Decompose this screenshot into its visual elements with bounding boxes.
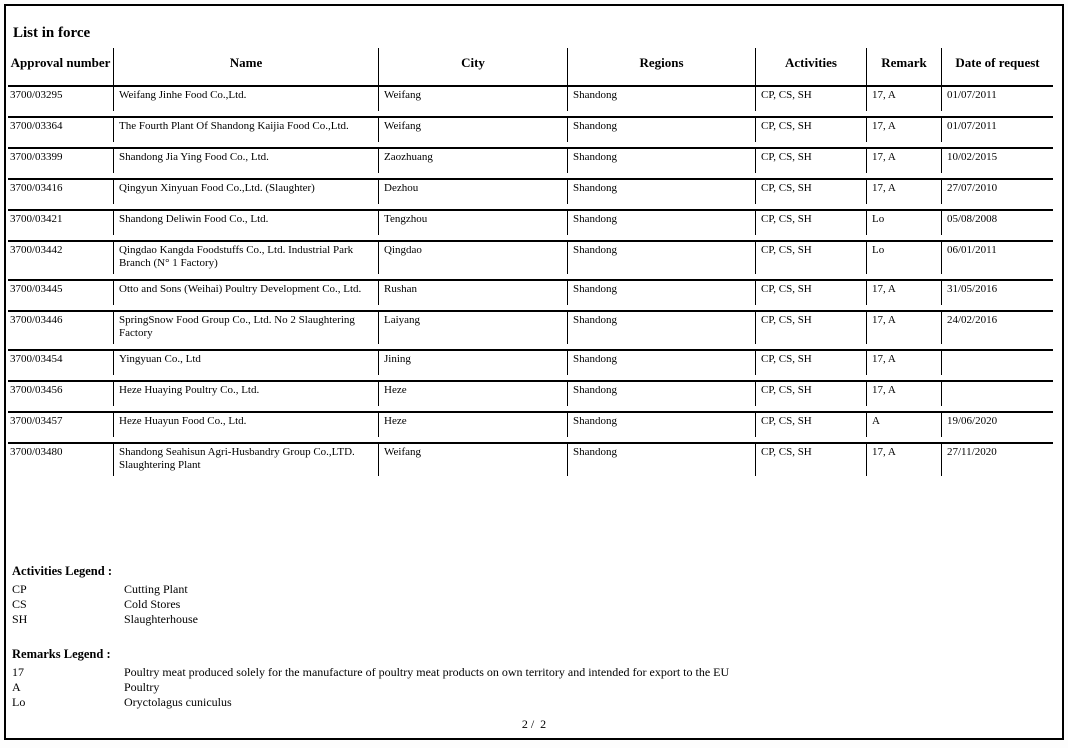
legend-item (12, 612, 1062, 627)
cell-name: Yingyuan Co., Ltd (113, 351, 378, 375)
table-body (8, 85, 1053, 476)
table-row (8, 178, 1053, 204)
column-header-approval-number: Approval number (10, 55, 111, 70)
table-row (8, 85, 1053, 111)
cell-activities: CP, CS, SH (755, 444, 866, 476)
legend-code: SH (12, 612, 28, 626)
cell-regions: Shandong (567, 312, 755, 344)
cell-remark: 17, A (866, 87, 941, 111)
cell-remark: 17, A (866, 382, 941, 406)
remarks-legend-items (12, 665, 1062, 710)
cell-regions: Shandong (567, 211, 755, 235)
cell-approval-number: 3700/03416 (10, 182, 63, 194)
cell-approval-number: 3700/03454 (10, 353, 63, 365)
cell-activities: CP, CS, SH (755, 242, 866, 274)
cell-remark: 17, A (866, 149, 941, 173)
legend-item (12, 665, 1062, 680)
cell-activities: CP, CS, SH (755, 312, 866, 344)
table-row (8, 411, 1053, 437)
cell-city: Zaozhuang (378, 149, 567, 173)
table-row (8, 442, 1053, 476)
cell-name: Qingyun Xinyuan Food Co.,Ltd. (Slaughter) (113, 180, 378, 204)
legend-item (12, 680, 1062, 695)
cell-name: Shandong Deliwin Food Co., Ltd. (113, 211, 378, 235)
cell-approval-number: 3700/03456 (10, 384, 63, 396)
cell-regions: Shandong (567, 281, 755, 305)
cell-approval-number: 3700/03421 (10, 213, 63, 225)
cell-activities: CP, CS, SH (755, 118, 866, 142)
cell-regions: Shandong (567, 118, 755, 142)
legend-code: A (12, 680, 21, 694)
column-header-remark: Remark (866, 48, 941, 85)
page-title: List in force (13, 25, 91, 41)
column-header-activities: Activities (755, 48, 866, 85)
cell-city: Heze (378, 413, 567, 437)
legend-item (12, 582, 1062, 597)
legend-code: CP (12, 582, 27, 596)
cell-date-of-request (941, 351, 1053, 375)
legend-code: CS (12, 597, 27, 611)
table-row (8, 116, 1053, 142)
cell-remark: 17, A (866, 118, 941, 142)
cell-name: SpringSnow Food Group Co., Ltd. No 2 Slaughtering Factory (113, 312, 378, 344)
cell-name: Otto and Sons (Weihai) Poultry Development Co., Ltd. (113, 281, 378, 305)
cell-city: Weifang (378, 87, 567, 111)
cell-activities: CP, CS, SH (755, 211, 866, 235)
legend-code: 17 (12, 665, 24, 679)
establishments-table (8, 48, 1053, 476)
legend-item (12, 695, 1062, 710)
cell-remark: 17, A (866, 351, 941, 375)
cell-name: Shandong Jia Ying Food Co., Ltd. (113, 149, 378, 173)
cell-remark: Lo (866, 242, 941, 274)
cell-regions: Shandong (567, 413, 755, 437)
cell-activities: CP, CS, SH (755, 180, 866, 204)
cell-approval-number: 3700/03364 (10, 120, 63, 132)
legend-label: Cold Stores (124, 597, 181, 611)
legend-item (12, 597, 1062, 612)
table-row (8, 380, 1053, 406)
cell-date-of-request (941, 382, 1053, 406)
cell-name: Qingdao Kangda Foodstuffs Co., Ltd. Industrial Park Branch (N° 1 Factory) (113, 242, 378, 274)
table-row (8, 209, 1053, 235)
cell-city: Dezhou (378, 180, 567, 204)
cell-city: Qingdao (378, 242, 567, 274)
cell-activities: CP, CS, SH (755, 351, 866, 375)
cell-regions: Shandong (567, 382, 755, 406)
table-row (8, 240, 1053, 274)
cell-approval-number: 3700/03446 (10, 314, 63, 326)
cell-city: Heze (378, 382, 567, 406)
cell-name: Heze Huayun Food Co., Ltd. (113, 413, 378, 437)
cell-remark: 17, A (866, 180, 941, 204)
cell-date-of-request: 01/07/2011 (941, 87, 1053, 111)
document-page (4, 4, 1064, 740)
cell-city: Weifang (378, 444, 567, 476)
table-header-row (8, 48, 1053, 85)
cell-activities: CP, CS, SH (755, 281, 866, 305)
legend-label: Slaughterhouse (124, 612, 198, 626)
column-header-city: City (378, 48, 567, 85)
cell-regions: Shandong (567, 242, 755, 274)
cell-regions: Shandong (567, 87, 755, 111)
cell-remark: 17, A (866, 312, 941, 344)
cell-date-of-request: 19/06/2020 (941, 413, 1053, 437)
cell-regions: Shandong (567, 149, 755, 173)
table-row (8, 279, 1053, 305)
remarks-legend-heading: Remarks Legend : (12, 647, 111, 661)
cell-approval-number: 3700/03399 (10, 151, 63, 163)
cell-date-of-request: 24/02/2016 (941, 312, 1053, 344)
cell-activities: CP, CS, SH (755, 87, 866, 111)
cell-name: The Fourth Plant Of Shandong Kaijia Food Co.,Ltd. (113, 118, 378, 142)
column-header-regions: Regions (567, 48, 755, 85)
legend-label: Cutting Plant (124, 582, 188, 596)
remarks-legend (12, 647, 1062, 710)
cell-remark: 17, A (866, 281, 941, 305)
activities-legend-heading: Activities Legend : (12, 564, 112, 578)
cell-date-of-request: 10/02/2015 (941, 149, 1053, 173)
cell-date-of-request: 01/07/2011 (941, 118, 1053, 142)
cell-regions: Shandong (567, 351, 755, 375)
cell-date-of-request: 05/08/2008 (941, 211, 1053, 235)
legend-code: Lo (12, 695, 26, 709)
activities-legend (12, 564, 1062, 627)
cell-activities: CP, CS, SH (755, 149, 866, 173)
column-header-name: Name (113, 48, 378, 85)
table-row (8, 310, 1053, 344)
cell-approval-number: 3700/03442 (10, 244, 63, 256)
cell-approval-number: 3700/03457 (10, 415, 63, 427)
column-header-date-of-request: Date of request (941, 48, 1053, 85)
cell-city: Rushan (378, 281, 567, 305)
cell-approval-number: 3700/03295 (10, 89, 63, 101)
activities-legend-items (12, 582, 1062, 627)
legend-label: Poultry meat produced solely for the manufacture of poultry meat products on own territory and intended for export to the EU (124, 665, 730, 679)
cell-remark: 17, A (866, 444, 941, 476)
page-number: 2 / 2 (521, 717, 547, 731)
cell-name: Heze Huaying Poultry Co., Ltd. (113, 382, 378, 406)
cell-approval-number: 3700/03445 (10, 283, 63, 295)
cell-regions: Shandong (567, 444, 755, 476)
cell-date-of-request: 06/01/2011 (941, 242, 1053, 274)
cell-city: Jining (378, 351, 567, 375)
table-row (8, 147, 1053, 173)
legend-label: Oryctolagus cuniculus (124, 695, 232, 709)
legend-label: Poultry (124, 680, 160, 694)
cell-city: Weifang (378, 118, 567, 142)
table-row (8, 349, 1053, 375)
cell-regions: Shandong (567, 180, 755, 204)
cell-remark: A (866, 413, 941, 437)
cell-name: Shandong Seahisun Agri-Husbandry Group Co.,LTD. Slaughtering Plant (113, 444, 378, 476)
cell-date-of-request: 31/05/2016 (941, 281, 1053, 305)
cell-activities: CP, CS, SH (755, 413, 866, 437)
cell-date-of-request: 27/11/2020 (941, 444, 1053, 476)
cell-date-of-request: 27/07/2010 (941, 180, 1053, 204)
cell-remark: Lo (866, 211, 941, 235)
cell-city: Laiyang (378, 312, 567, 344)
cell-city: Tengzhou (378, 211, 567, 235)
cell-activities: CP, CS, SH (755, 382, 866, 406)
cell-name: Weifang Jinhe Food Co.,Ltd. (113, 87, 378, 111)
cell-approval-number: 3700/03480 (10, 446, 63, 458)
